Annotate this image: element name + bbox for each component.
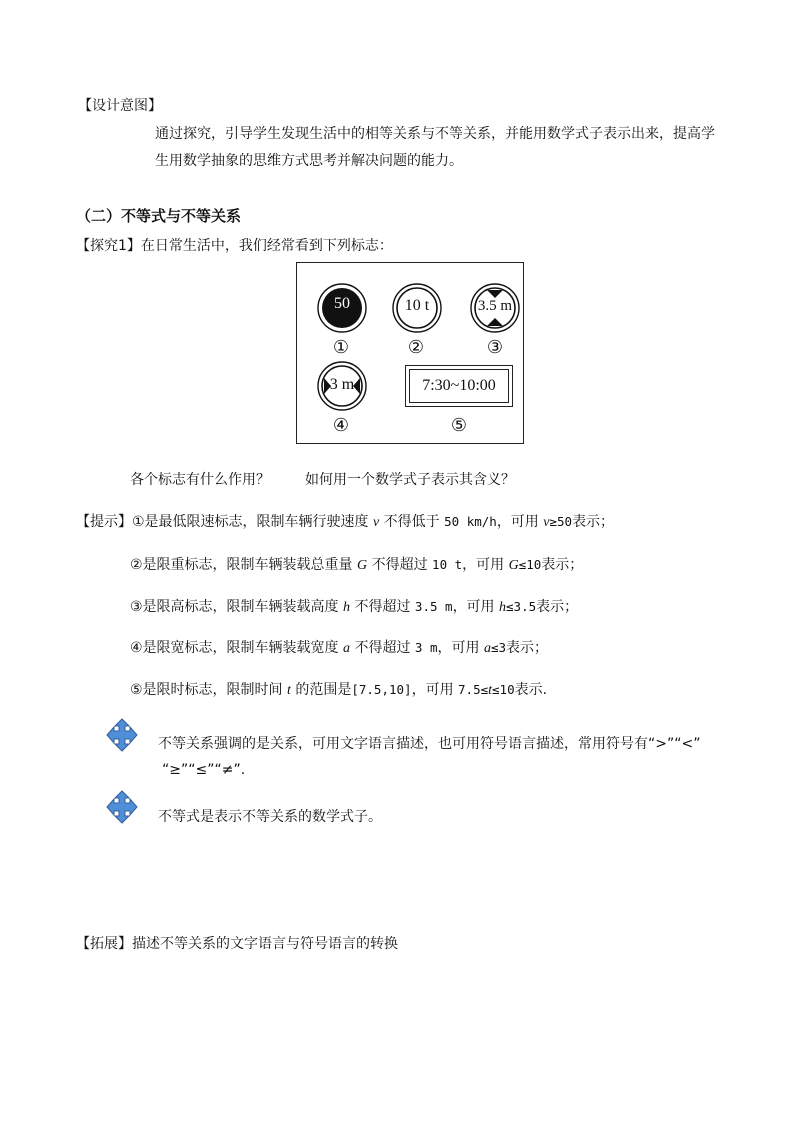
hint-5-pre: ⑤是限时标志，限制时间	[130, 682, 288, 698]
note-2: 不等式是表示不等关系的数学式子。	[158, 809, 382, 825]
hint-1-value: 50 km/h	[444, 514, 497, 529]
extend-paragraph	[76, 933, 398, 953]
hint-3-expr: ≤3.5	[506, 599, 537, 614]
hint-4-post2: 表示；	[506, 640, 549, 656]
hint-4-expr: ≤3	[490, 640, 507, 655]
hint-1	[76, 511, 614, 531]
note-1-line1: 不等关系强调的是关系，可用文字语言描述，也可用符号语言描述，常用符号有“>”“<”	[158, 736, 701, 752]
hint-3-pre: ③是限高标志，限制车辆装载高度	[130, 599, 344, 615]
hint-4-var: a	[343, 641, 351, 656]
hint-label: 【提示】	[76, 514, 132, 530]
hint-3-post2: 表示；	[536, 599, 579, 615]
hint-4-pre: ④是限宽标志，限制车辆装载宽度	[130, 640, 344, 656]
hint-4-post1: ，可用	[437, 640, 484, 656]
hint-3-value: 3.5 m	[414, 599, 453, 614]
hint-2-pre: ②是限重标志，限制车辆装载总重量	[130, 557, 358, 573]
sign-number-1: ①	[332, 337, 350, 358]
design-intent-line2: 生用数学抽象的思维方式思考并解决问题的能力。	[155, 153, 463, 169]
hint-1-expr: ≥50	[549, 514, 573, 529]
note-1-line2: “≥”“≤”“≠”.	[162, 762, 246, 778]
explore-paragraph	[76, 235, 393, 255]
time-limit-text: 7:30~10:00	[409, 369, 509, 403]
hint-2-mid: 不得超过	[367, 557, 433, 573]
sign-number-3: ③	[486, 337, 504, 358]
sign4-text: 3 m	[329, 376, 355, 393]
hint-4-expr-var: a	[483, 641, 491, 656]
hint-5-post1: ，可用	[411, 682, 459, 698]
hint-5-var: t	[287, 683, 291, 698]
question-1: 各个标志有什么作用？	[130, 472, 270, 488]
design-intent-line1: 通过探究，引导学生发现生活中的相等关系与不等关系，并能用数学式子表示出来，提高学	[155, 126, 715, 142]
hint-2-expr-var: G	[508, 558, 519, 573]
hint-2-expr: ≤10	[518, 557, 542, 572]
four-way-arrow-icon	[101, 718, 143, 752]
sign2-text: 10 t	[404, 297, 430, 314]
hint-4-value: 3 m	[414, 640, 438, 655]
hint-3-mid: 不得超过	[350, 599, 415, 615]
hint-2-value: 10 t	[432, 557, 463, 572]
sign3-text: 3.5 m	[477, 298, 513, 314]
hint-4	[130, 637, 548, 657]
design-intent-label: 【设计意图】	[78, 98, 162, 114]
hint-1-expr-var: v	[543, 515, 550, 530]
hint-2-post2: 表示；	[541, 557, 584, 573]
hint-2	[130, 554, 583, 574]
hint-3-var: h	[343, 600, 351, 615]
explore-text: 在日常生活中，我们经常看到下列标志：	[140, 238, 393, 254]
hint-1-post2: 表示；	[572, 514, 615, 530]
hint-2-post1: ，可用	[462, 557, 509, 573]
hint-5-expr-var: t	[488, 683, 493, 698]
sign1-text: 50	[334, 295, 350, 312]
question-2: 如何用一个数学式子表示其含义？	[305, 472, 515, 488]
sign-number-4: ④	[332, 415, 350, 436]
hint-5	[130, 679, 547, 699]
hint-1-var: v	[373, 515, 380, 530]
sign-number-2: ②	[407, 337, 425, 358]
hint-5-expr: ≤10	[492, 682, 515, 697]
sign-number-5: ⑤	[450, 415, 468, 436]
traffic-signs-figure	[296, 262, 524, 444]
hint-1-mid: 不得低于	[379, 514, 445, 530]
explore-label: 【探究1】	[76, 238, 141, 254]
hint-5-post2: 表示.	[514, 682, 548, 698]
hint-1-post1: ，可用	[496, 514, 544, 530]
hint-3	[130, 596, 578, 616]
hint-5-mid: 的范围是	[290, 682, 352, 698]
four-way-arrow-icon-2	[101, 790, 143, 824]
hint-2-var: G	[357, 558, 368, 573]
hint-3-post1: ，可用	[452, 599, 500, 615]
hint-5-expr-pre: 7.5≤	[458, 682, 489, 697]
hint-3-expr-var: h	[499, 600, 507, 615]
hint-4-mid: 不得超过	[350, 640, 415, 656]
extend-label: 【拓展】	[76, 936, 132, 952]
hint-5-value: [7.5,10]	[351, 682, 412, 697]
time-limit-sign	[405, 365, 513, 407]
hint-1-pre: ①是最低限速标志，限制车辆行驶速度	[132, 514, 373, 530]
section-title: （二）不等式与不等关系	[76, 207, 242, 225]
extend-text: 描述不等关系的文字语言与符号语言的转换	[132, 936, 398, 952]
